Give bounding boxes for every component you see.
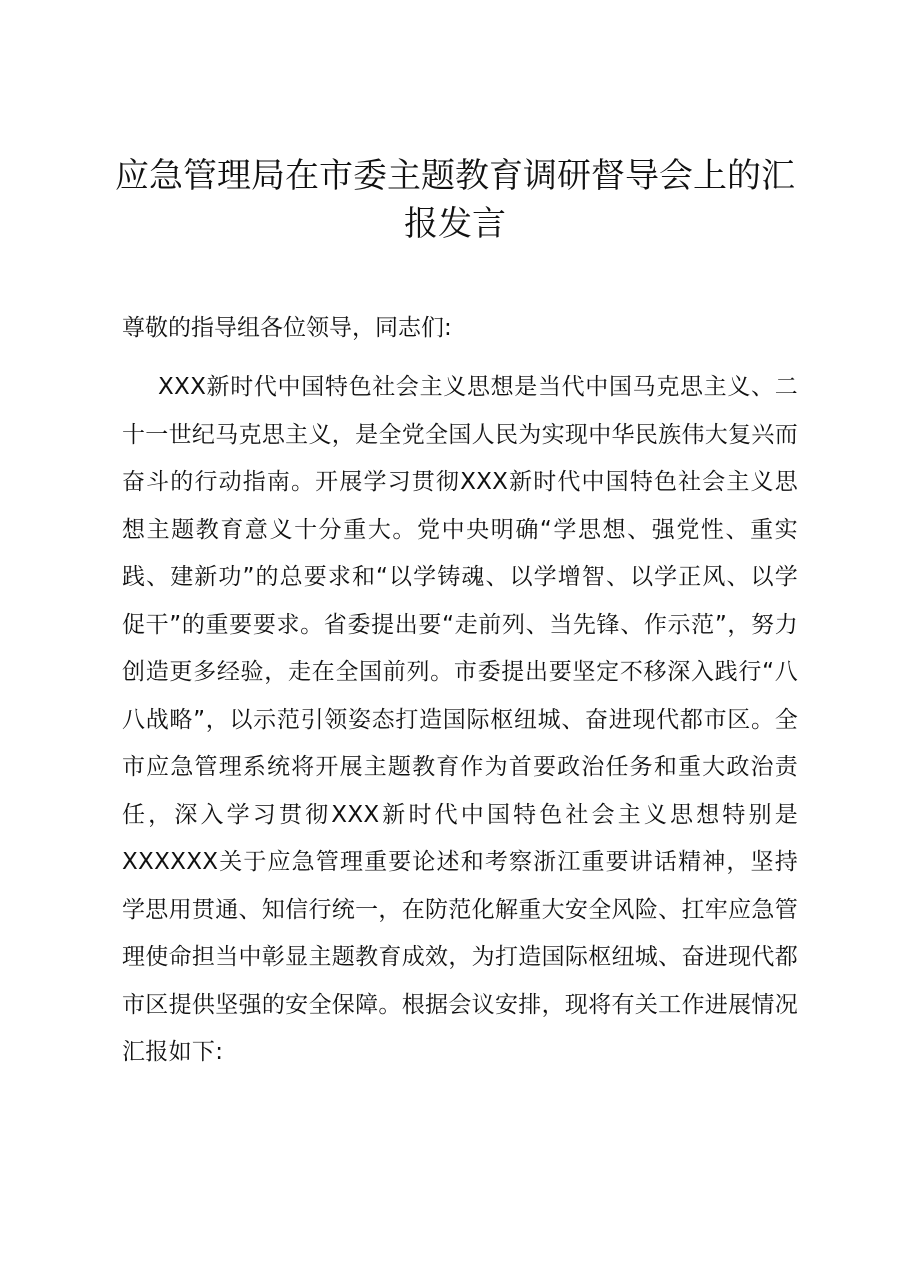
salutation: 尊敬的指导组各位领导，同志们: [122, 315, 452, 341]
document-title: 应急管理局在市委主题教育调研督导会上的汇报发言 [115, 156, 795, 244]
body-paragraph: XXX新时代中国特色社会主义思想是当代中国马克思主义、二十一世纪马克思主义，是全党全国人民为实现中华民族伟大复兴而奋斗的行动指南。开展学习贯彻XXX新时代中国特色社会主义思想主题教育意义十分重大。党中央明确“学思想、强党性、重实践、建新功”的总要求和“以学铸魂、以学增智、以学正风、以学促干”的重要要求。省委提出要“走前列、当先锋、作示范”，努力创造更多经验，走在全国前列。市委提出要坚定不移深入践行“八八战略”，以示范引领姿态打造国际枢纽城、奋进现代都市区。全市应急管理系统将开展主题教育作为首要政治任务和重大政治责任，深入学习贯彻XXX新时代中国特色社会主义思想特别是XXXXXX关于应急管理重要论述和考察浙江重要讲话精神，坚持学思用贯通、知信行统一，在防范化解重大安全风险、扛牢应急管理使命担当中彰显主题教育成效，为打造国际枢纽城、奋进现代都市区提供坚强的安全保障。根据会议安排，现将有关工作进展情况汇报如下: [122, 374, 798, 1065]
